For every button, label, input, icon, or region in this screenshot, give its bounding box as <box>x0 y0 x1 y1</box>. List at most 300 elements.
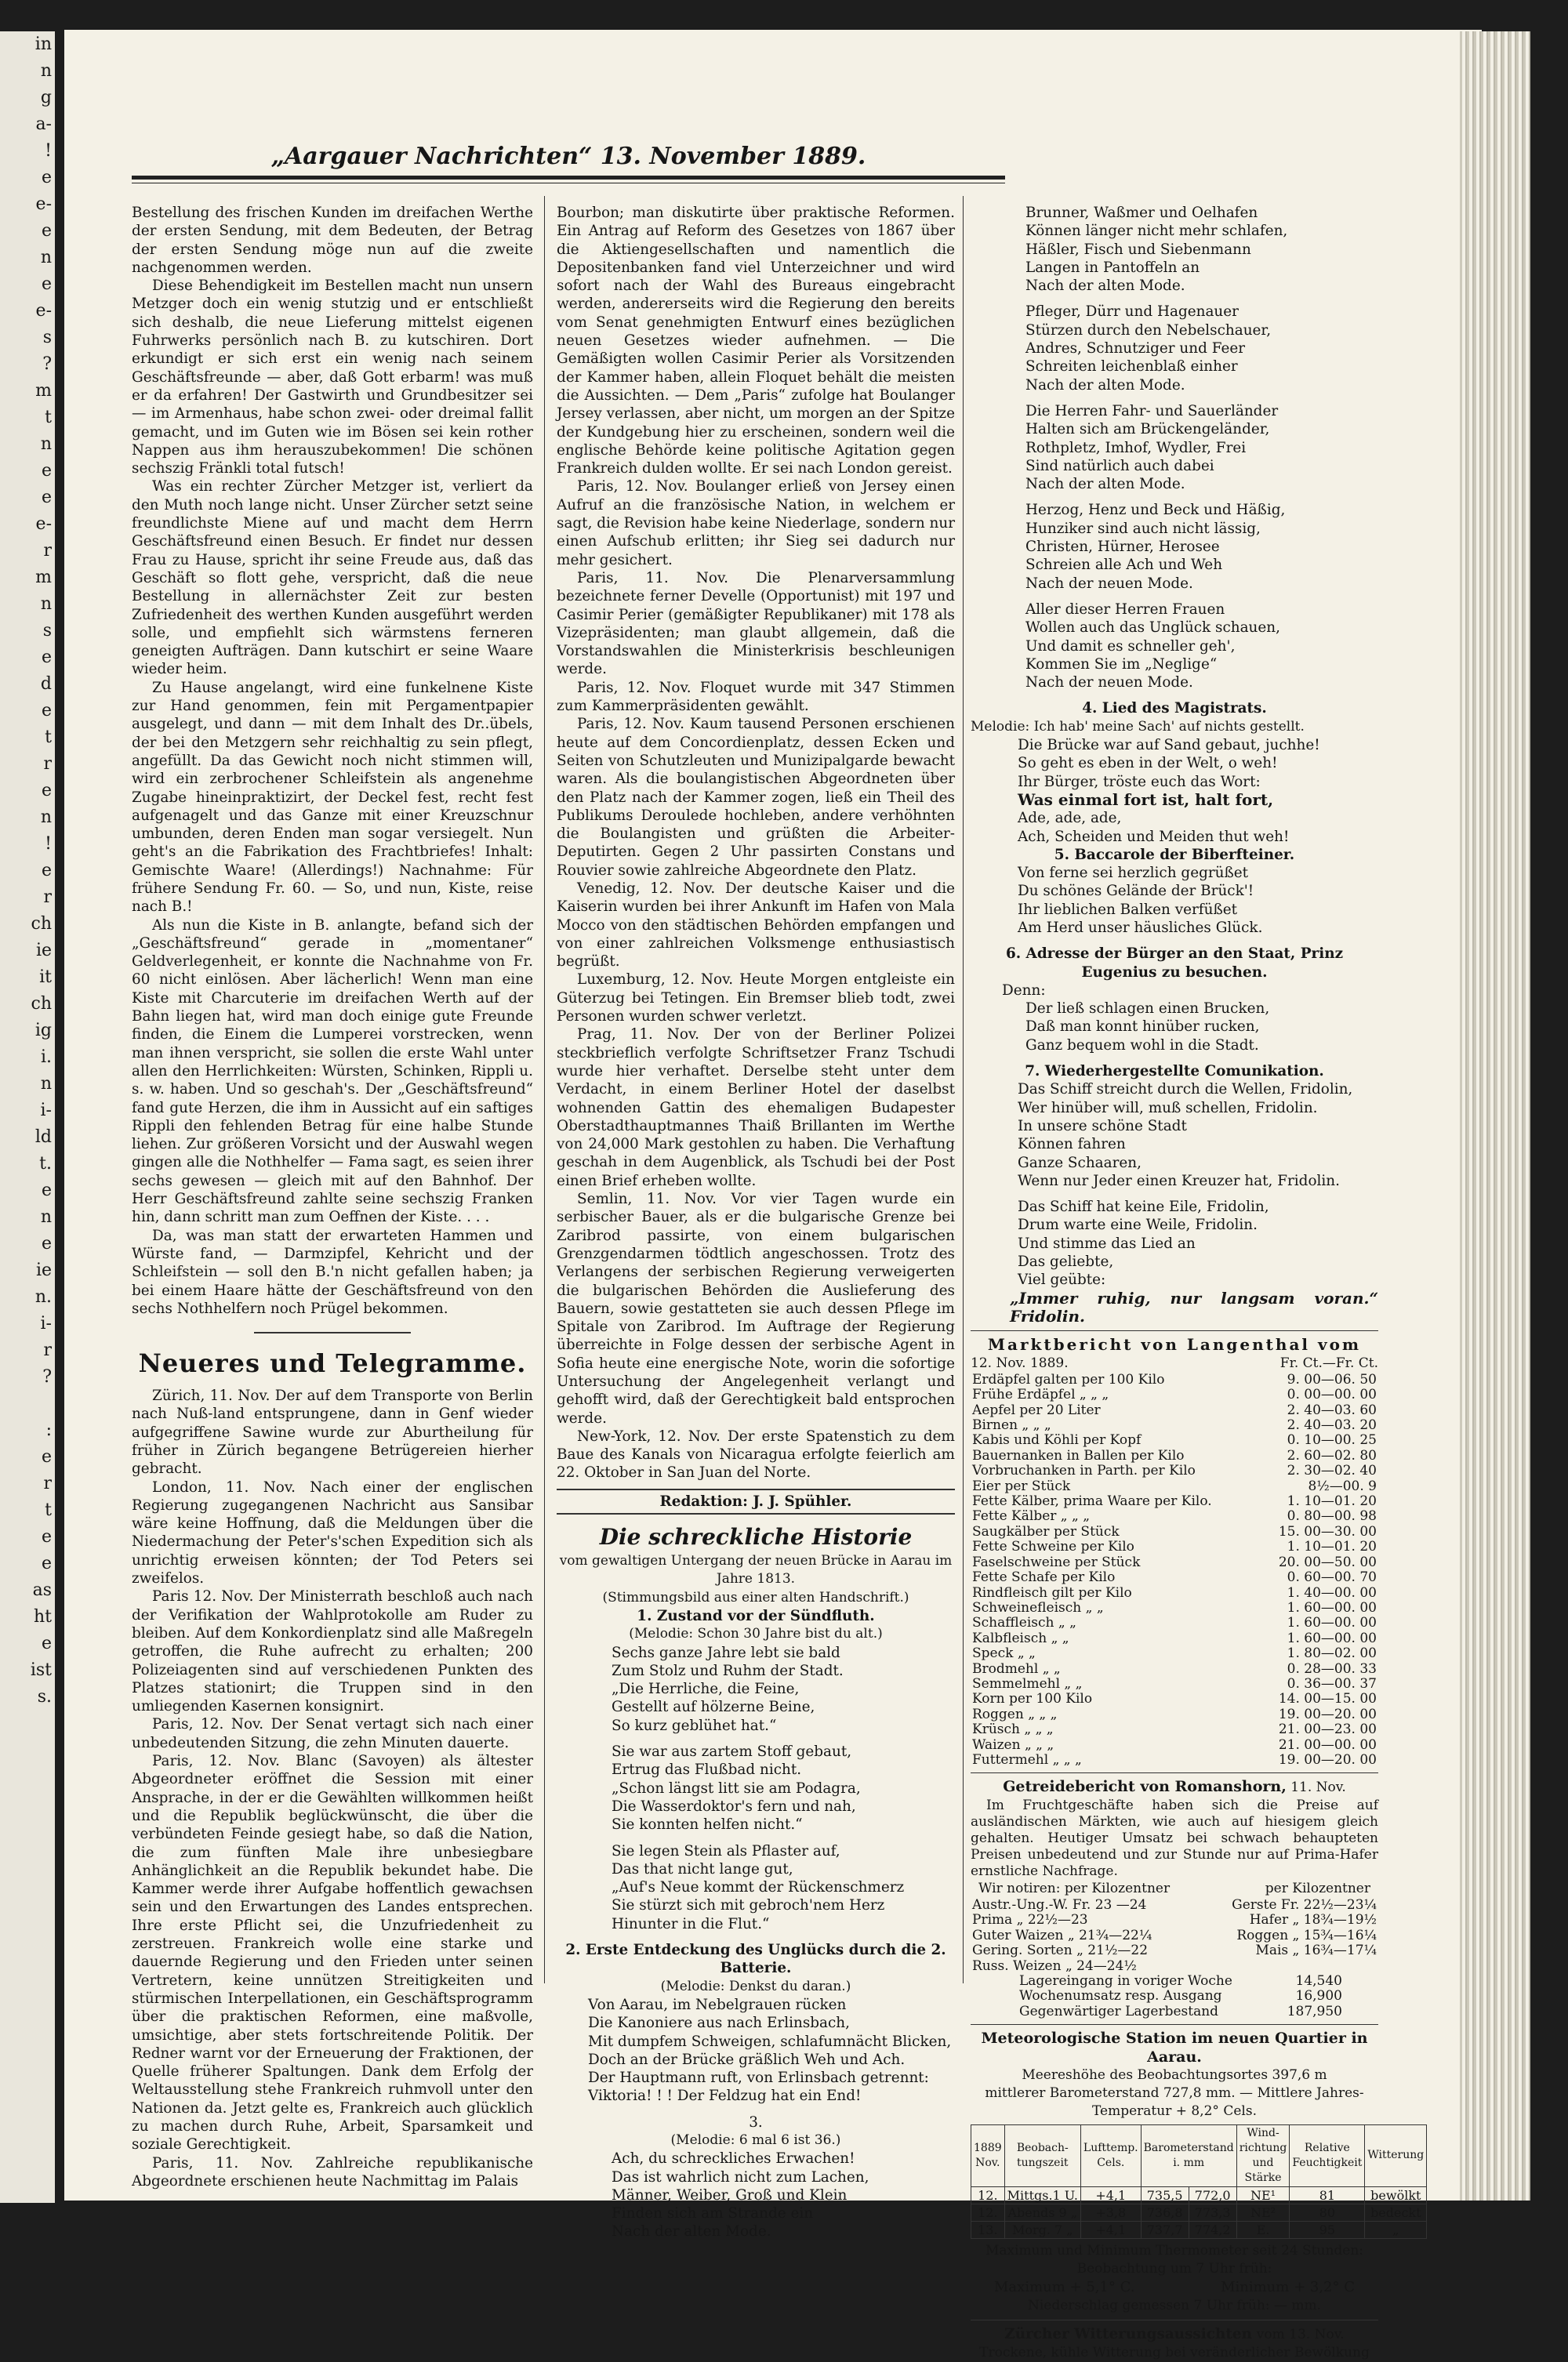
prev-page-fragment: e <box>41 461 52 481</box>
weather-cell: 81 <box>1290 2186 1365 2204</box>
table-cell: Mais „ 16¾—17¼ <box>1255 1943 1377 1959</box>
verse-line: Die Kanoniere aus nach Erlinsbach, <box>588 2015 850 2032</box>
prev-page-fragment: ? <box>42 354 52 374</box>
verse-line: Daß man konnt hinüber rucken, <box>1025 1018 1260 1036</box>
weather-row <box>971 2221 1427 2238</box>
verse-line: Kommen Sie im „Neglige“ <box>1025 655 1218 673</box>
poem-verses <box>557 1996 955 2106</box>
poem-subtitle: vom gewaltigen Untergang der neuen Brücke in Aarau im Jahre 1813. <box>559 1553 953 1587</box>
table-cell: 8½—00. 9 <box>1308 1478 1377 1494</box>
verse-line: Und stimme das Lied an <box>1018 1235 1196 1252</box>
verse-line: Sechs ganze Jahre lebt sie bald <box>612 1644 840 1661</box>
prev-page-fragment: ! <box>45 141 52 161</box>
prev-page-fragment: e- <box>35 194 52 214</box>
poem-bold-line: Was einmal fort ist, halt fort, <box>1018 789 1274 809</box>
poem-subtitle: (Stimmungsbild aus einer alten Handschrift.) <box>602 1589 909 1606</box>
table-cell: Eier per Stück <box>972 1478 1071 1494</box>
verse-line: Langen in Pantoffeln an <box>1025 259 1200 276</box>
weather-cell: 735,5 <box>1141 2186 1189 2204</box>
market-row <box>971 1540 1378 1555</box>
prev-page-fragment: n <box>40 1207 52 1227</box>
prev-page-fragment: e <box>41 1181 52 1200</box>
weather-cell: 772,0 <box>1189 2186 1236 2204</box>
market-row <box>971 1631 1378 1646</box>
prev-page-fragment: e <box>41 168 52 187</box>
verse-line: Nach der neuen Mode. <box>1025 674 1193 691</box>
article-paragraph: Da, was man statt der erwarteten Hammen und Würste fand, — Darmzipfel, Kehricht und der Schleifstein — soll den B.'n nicht gefallen haben; ja bei einem Haare hätte der Geschäftsfreund von den sechs Nothhelfern noch Prügel bekommen. <box>132 1227 533 1317</box>
verse-line: Das Schiff hat keine Eile, Fridolin, <box>1018 1199 1269 1216</box>
verse-line: So geht es eben in der Welt, o weh! <box>1018 755 1278 772</box>
weather-minmax <box>971 2278 1378 2296</box>
telegram-item: Paris, 12. Nov. Der Senat vertagt sich nach einer unbedeutenden Sitzung, die zehn Minuten dauerte. <box>132 1716 533 1751</box>
verse-line: Das geliebte, <box>1018 1254 1114 1271</box>
grain-stock-row <box>1018 2005 1344 2019</box>
article-paragraph: Paris, 12. Nov. Kaum tausend Personen erschienen heute auf dem Concordienplatz, dessen Ecken und Seiten von Schutzleuten und Munizipalgarde bewacht waren. Als die boulangistischen Abgeordneten über den Platz nach der Kammer zogen, ließ ein Theil des Publikums Deroulede hochleben, andere verhöhnten die Boulangisten und grüßten die Arbeiter-Deputirten. Gegen 2 Uhr passirten Constans und Rouvier sowie zahlreiche Abgeordnete den Platz. <box>557 716 955 879</box>
table-cell: 1. 60—00. 00 <box>1287 1615 1377 1631</box>
verse-line: Wollen auch das Unglück schauen, <box>1025 619 1280 637</box>
verse-line: Am Herd unser häusliches Glück. <box>1018 919 1263 936</box>
grain-header-right: per Kilozentner <box>1265 1880 1370 1896</box>
prev-page-fragment: ch <box>31 994 52 1014</box>
weather-station-line: Temperatur + 8,2° Cels. <box>1092 2103 1257 2120</box>
grain-row <box>971 1913 1378 1928</box>
article-paragraph: Semlin, 11. Nov. Vor vier Tagen wurde ein serbischer Bauer, als er die bulgarische Grenze bei Zaribrod passirte, von einem bulgarischen Grenzgendarmen tödtlich angeschossen. Trotz des Verlangens der serbischen Regierung verweigerten die bulgarischen Behörden die Auslieferung des Bauern, sowie gestatteten sie auch dessen Pflege im Spitale von Zaribrod. Im Auftrage der Regierung überreichte in Folge dessen der serbische Agent in Sofia heute eine energische Note, worin die sofortige Untersuchung der Angelegenheit verlangt und gehofft wird, daß der Gerechtigkeit bald entsprochen werde. <box>557 1191 955 1427</box>
table-cell: Brodmehl „ „ <box>972 1660 1061 1677</box>
verse-line: Andres, Schnutziger und Feer <box>1025 340 1246 357</box>
prev-page-fragment: n <box>40 807 52 827</box>
weather-header-cell: Wind-richtung und Stärke <box>1236 2124 1290 2186</box>
poem-verses <box>971 204 1378 691</box>
verse-line: Männer, Weiber, Groß und Klein <box>612 2186 848 2204</box>
verse-line: Pfleger, Dürr und Hagenauer <box>1025 303 1239 321</box>
verse-line: „Schon längst litt sie am Podagra, <box>612 1780 861 1797</box>
verse-line: Ach, Scheiden und Meiden thut weh! <box>1018 828 1290 845</box>
previous-page-edge <box>0 31 55 2203</box>
market-date-row <box>971 1355 1378 1373</box>
weather-cell: 774,2 <box>1189 2221 1236 2238</box>
editor-line: Redaktion: J. J. Spühler. <box>557 1489 955 1515</box>
market-title-text: Marktbericht von Langenthal vom <box>987 1335 1362 1355</box>
column-rule <box>544 196 545 1983</box>
table-cell: Bauernanken in Ballen per Kilo <box>972 1447 1185 1464</box>
grain-stock-row <box>1018 1989 1344 2004</box>
grain-row <box>971 1943 1378 1958</box>
article-paragraph: Was ein rechter Zürcher Metzger ist, verliert da den Muth noch lange nicht. Unser Zürcher setzt seine freundlichste Miene auf und macht dem Herrn Geschäftsfreund einen Besuch. Er findet nur dessen Frau zu Hause, spricht ihr seine Freude aus, daß das Geschäft so flott gehe, verspricht, daß die neue Bestellung in allernächster Zeit zur besten Zufriedenheit des werthen Kunden ausgeführt werden solle, und empfiehlt sich wärmstens ferneren geneigten Aufträgen. Dann kutschirt er seine Waare wieder heim. <box>132 478 533 678</box>
verse-line: Nach der alten Mode. <box>612 2223 771 2240</box>
prev-page-fragment: g <box>40 88 52 107</box>
poem-part-title: 7. Wiederhergestellte Comunikation. <box>1025 1063 1324 1080</box>
market-price-table <box>971 1373 1378 1769</box>
prev-page-fragment: i. <box>40 1047 52 1067</box>
poem-part-title: 3. <box>749 2113 763 2131</box>
prev-page-fragment: ! <box>45 834 52 854</box>
weather-cell: NE² <box>1236 2204 1290 2221</box>
weather-note: Maximum und Minimum Thermometer seit 24 Stunden: <box>985 2242 1364 2259</box>
market-row <box>971 1707 1378 1722</box>
verse-strophe <box>612 1743 955 1834</box>
verse-strophe <box>1025 204 1378 295</box>
market-row <box>971 1388 1378 1402</box>
prev-page-fragment: e- <box>35 514 52 534</box>
market-row <box>971 1403 1378 1418</box>
weather-observation-table <box>971 2124 1427 2239</box>
market-report-title <box>971 1336 1378 1354</box>
weather-header-cell: 1889 Nov. <box>971 2124 1005 2186</box>
prev-page-fragment: r <box>43 1474 52 1493</box>
prev-page-fragment: m <box>35 568 52 587</box>
weather-header-row <box>971 2124 1427 2186</box>
prev-page-fragment: n <box>40 61 52 81</box>
table-cell: Roggen „ „ „ <box>972 1706 1058 1722</box>
verse-line: Viktoria! ! ! Der Feldzug hat ein End! <box>588 2088 862 2105</box>
weather-cell: 12. <box>971 2186 1005 2204</box>
poem-part-title: 1. Zustand vor der Sündfluth. <box>637 1607 875 1624</box>
verse-line: Können länger nicht mehr schlafen, <box>1025 223 1288 240</box>
market-row <box>971 1646 1378 1661</box>
verse-line: Aller dieser Herren Frauen <box>1025 600 1225 618</box>
prev-page-fragment: t <box>45 1500 52 1520</box>
weather-header-cell: Witterung <box>1365 2124 1427 2186</box>
table-cell: 1. 10—01. 20 <box>1287 1539 1377 1555</box>
telegram-item: Zürich, 11. Nov. Der auf dem Transporte von Berlin nach Nuß-land entsprungene, dann in Genf wieder aufgegriffene Sawine wurde zur Aburtheilung für früher in Zürich begangene Betrügereien hierher gebracht. <box>132 1388 533 1478</box>
market-row <box>971 1449 1378 1464</box>
prev-page-fragment: m <box>35 381 52 401</box>
prev-page-fragment: in <box>34 34 52 54</box>
melody-note: (Melodie: Denkst du daran.) <box>660 1978 851 1994</box>
table-cell: 187,950 <box>1287 2003 1342 2019</box>
melody-note: Melodie: Ich hab' meine Sach' auf nichts gestellt. <box>971 718 1305 735</box>
table-cell: Wochenumsatz resp. Ausgang <box>1019 1988 1222 2005</box>
telegram-item: Paris, 11. Nov. Zahlreiche republikanische Abgeordnete erschienen heute Nachmittag im Palais <box>132 2154 533 2190</box>
weather-cell: +4,1 <box>1080 2186 1141 2204</box>
verse-strophe <box>612 1644 955 1735</box>
prev-page-fragment: n <box>40 1074 52 1094</box>
verse-line: In unsere schöne Stadt <box>1018 1117 1187 1134</box>
grain-row <box>971 1898 1378 1913</box>
verse-line: Ertrug das Flußbad nicht. <box>612 1762 802 1779</box>
table-cell: Faselschweine per Stück <box>972 1554 1141 1570</box>
forecast-title-row <box>971 2325 1378 2344</box>
market-row <box>971 1509 1378 1524</box>
market-row <box>971 1753 1378 1768</box>
forecast-text: Trockene, kühle Witterung bei veränderlicher Bewölkung <box>979 2345 1370 2361</box>
market-row <box>971 1494 1378 1509</box>
table-cell: 2. 40—03. 20 <box>1287 1417 1377 1434</box>
weather-cell: +4,1 <box>1080 2221 1141 2238</box>
market-row <box>971 1601 1378 1616</box>
prev-page-fragment: ig <box>34 1021 52 1040</box>
poem-verses <box>557 2150 955 2240</box>
table-cell: 21. 00—23. 00 <box>1278 1722 1377 1738</box>
grain-report-date: 11. Nov. <box>1290 1780 1346 1796</box>
verse-line: Wer hinüber will, muß schellen, Fridolin. <box>1018 1099 1318 1116</box>
telegram-item: London, 11. Nov. Nach einer der englischen Regierung zugegangenen Nachricht aus Sansibar wäre keine Hoffnung, daß die Meldungen über die Niedermachung der Peter's'schen Expedition sich als unrichtig erweisen könnten; der Tod Peters sei zweifelos. <box>132 1479 533 1587</box>
forecast-date: vom 13. Nov. <box>1256 2326 1345 2342</box>
verse-line: Doch an der Brücke gräßlich Weh und Ach. <box>588 2051 906 2068</box>
market-row <box>971 1479 1378 1494</box>
table-cell: 19. 00—20. 00 <box>1278 1751 1377 1768</box>
verse-strophe <box>1025 402 1378 493</box>
prev-page-fragment: t <box>45 408 52 427</box>
table-cell: 16,900 <box>1295 1988 1342 2005</box>
poem-part-title: 4. Lied des Magistrats. <box>1082 700 1267 717</box>
prev-page-fragment: e <box>41 488 52 507</box>
prev-page-fragment: r <box>43 541 52 561</box>
verse-line: Ganze Schaaren, <box>1018 1154 1142 1171</box>
prev-page-fragment: s. <box>37 1687 52 1707</box>
masthead: „Aargauer Nachrichten“ 13. November 1889. <box>270 143 866 170</box>
prev-page-fragment: ht <box>33 1607 52 1627</box>
verse-strophe <box>1025 600 1378 691</box>
weather-cell: NE¹ <box>1236 2186 1290 2204</box>
column-3 <box>971 204 1425 2362</box>
forecast-title: Zürcher Witterungsaussichten <box>1004 2325 1252 2342</box>
article-paragraph: Prag, 11. Nov. Der von der Berliner Polizei steckbrieflich verfolgte Schriftsetzer Franz Tschudi wurde hier verhaftet. Derselbe steht unter dem Verdacht, in einem Berliner Hotel der daselbst wohnenden Gattin des ehemaligen Budapester Oberstadthauptmannes Thaiß Brillanten im Werthe von 24,000 Mark gestohlen zu haben. Die Verhaftung geschah in dem Augenblick, als Tschudi bei der Post einen Brief erheben wollte. <box>557 1026 955 1189</box>
verse-line: Schreiten leichenblaß einher <box>1025 358 1238 376</box>
market-date: 12. Nov. 1889. <box>971 1355 1069 1371</box>
weather-cell: 737,7 <box>1141 2221 1189 2238</box>
verse-line: Wenn nur Jeder einen Kreuzer hat, Fridolin. <box>1018 1172 1340 1189</box>
prev-page-fragment: as <box>32 1580 52 1600</box>
table-cell: 1. 40—00. 00 <box>1287 1584 1377 1601</box>
prev-page-fragment: s <box>42 328 52 347</box>
verse-line: So kurz geblühet hat.“ <box>612 1717 777 1734</box>
prev-page-fragment: e <box>41 221 52 241</box>
prev-page-fragment: e <box>41 648 52 667</box>
prev-page-fragment: t. <box>39 1154 52 1174</box>
melody-note: (Melodie: Schon 30 Jahre bist du alt.) <box>629 1626 883 1642</box>
verse-line: Drum warte eine Weile, Fridolin. <box>1018 1217 1258 1234</box>
article-paragraph: Als nun die Kiste in B. anlangte, befand sich der „Geschäftsfreund“ gerade in „momentaner“ Geldverlegenheit, er konnte die Nachnahme von Fr. 60 nicht einlösen. Aber lächerlich! Wenn man eine Kiste mit Charcuterie im dreifachen Werth auf der Bahn liegen hat, wird man doch einige gute Freunde finden, die Einem die Lumperei vorstrecken, wenn man ihnen verspricht, sie sollen die erste Wahl unter allen den Herrlichkeiten: Würsten, Schinken, Rippli u. s. w. haben. Und so geschah's. Der „Geschäftsfreund“ fand gute Herzen, die ihm in Aussicht auf ein saftiges Rippli den fehlenden Betrag für eine halbe Stunde liehen. Zur größeren Vorsicht und der Auswahl wegen gingen alle die Nothhelfer — Fama sagt, es seien ihrer sechs gewesen — gleich mit auf den Bahnhof. Der Herr Geschäftsfreund zahlte seine sechszig Franken hin, dann schritt man zum Oeffnen der Kiste. . . . <box>132 916 533 1226</box>
table-cell: 2. 60—02. 80 <box>1287 1447 1377 1464</box>
prev-page-fragment <box>0 1737 55 1764</box>
weather-rain: Niederschlag gemessen 7 Uhr früh: — mm. <box>1028 2297 1321 2313</box>
table-cell: 14. 00—15. 00 <box>1278 1691 1377 1707</box>
table-cell: Schweinefleisch „ „ <box>972 1599 1104 1616</box>
verse-line: Christen, Hürner, Herosee <box>1025 539 1220 556</box>
verse-line: Der Hauptmann ruft, von Erlinsbach getrennt: <box>588 2070 929 2087</box>
grain-row <box>971 1959 1378 1974</box>
table-cell: 2. 40—03. 60 <box>1287 1402 1377 1418</box>
table-cell: Roggen „ 15¾—16¼ <box>1236 1927 1377 1943</box>
column-1 <box>132 204 533 2190</box>
article-paragraph: New-York, 12. Nov. Der erste Spatenstich zu dem Baue des Kanals von Nicaragua erfolgte feierlich am 22. Oktober in San Juan del Norte. <box>557 1428 955 1482</box>
table-cell: 21. 00—00. 00 <box>1278 1736 1377 1753</box>
prev-page-fragment: e <box>41 1634 52 1653</box>
article-paragraph: Zu Hause angelangt, wird eine funkelnene Kiste zur Hand genommen, fein mit Pergamentpapier ausgelegt, und dann — mit dem Inhalt des Dr..übels, der bei den Metzgern sehr reichhaltig zu sein pflegt, angefüllt. Da das Gewicht noch nicht stimmen will, wird ein zerbrochener Schleifstein als angenehme Zugabe hineinpraktizirt, der Deckel fest, recht fest aufgenagelt und das Ganze mit einer Kreuzschnur umbunden, deren Enden man sogar versiegelt. Nun geht's an die Fabrikation des Frachtbriefes! Inhalt: Gemischte Waare! (Allerdings!) Nachnahme: Für frühere Sendung Fr. 60. — So, und nun, Kiste, reise nach B.! <box>132 679 533 916</box>
table-cell: Gerste Fr. 22½—23¼ <box>1232 1896 1377 1913</box>
prev-page-fragment: e <box>41 781 52 800</box>
prev-page-fragment: s <box>42 621 52 640</box>
prev-page-fragment: e <box>41 701 52 720</box>
verse-line: Von Aarau, im Nebelgrauen rücken <box>588 1996 847 2013</box>
table-cell: 1. 60—00. 00 <box>1287 1630 1377 1646</box>
market-row <box>971 1464 1378 1479</box>
poem-final-line: „Immer ruhig, nur langsam voran.“ Fridolin. <box>1010 1288 1378 1326</box>
table-cell: Semmelmehl „ „ <box>972 1675 1083 1692</box>
verse-line: Sie stürzt sich mit gebroch'nem Herz <box>612 1897 885 1914</box>
table-cell: 0. 80—00. 98 <box>1287 1508 1377 1525</box>
verse-line: Nach der alten Mode. <box>1025 476 1185 493</box>
table-cell: Gering. Sorten „ 21½—22 <box>972 1943 1149 1959</box>
weather-cell: Mittgs.1 U. <box>1004 2186 1080 2204</box>
table-cell: 1. 80—02. 00 <box>1287 1645 1377 1662</box>
market-price-header: Fr. Ct.—Fr. Ct. <box>1279 1355 1378 1371</box>
weather-header-cell: Barometerstand i. mm <box>1141 2124 1236 2186</box>
table-cell: 1. 10—01. 20 <box>1287 1493 1377 1510</box>
table-cell: Vorbruchanken in Parth. per Kilo <box>972 1463 1196 1479</box>
verse-line: Nach der alten Mode. <box>1025 278 1185 295</box>
prev-page-fragment: r <box>43 754 52 774</box>
telegram-item: Paris, 12. Nov. Blanc (Savoyen) als ältester Abgeordneter eröffnet die Session mit einer Ansprache, in der er die Gewählten willkommen heißt und die Republik beglückwünscht, die über die verbündeten Feinde gesiegt habe, so daß die Nation, die zum fünften Male ihre unbesiegbare Anhänglichkeit an die Republik bekundet habe. Die Kammer werde ihrer Aufgabe hoffentlich gewachsen sein und den Erwartungen des Landes entsprechen. Ihre erste Pflicht sei, die Unzufriedenheit zu zerstreuen. Frankreich wolle eine starke und dauernde Regierung und den Frieden unter seinen Vertretern, keine unnützen Streitigkeiten und stürmischen Interpellationen, ein Geschäftsprogramm über die praktischen Reformen, eine maßvolle, umsichtige, aber stets fortschreitende Politik. Der Redner warnt vor der Erneuerung der Fraktionen, der Quelle früherer Spaltungen. Dank dem Erfolg der Weltausstellung stehe Frankreich ruhmvoll unter den Nationen da. Jetzt gelte es, Frankreich auch glücklich zu machen durch Ruhe, Arbeit, Sparsamkeit und soziale Gerechtigkeit. <box>132 1753 533 2153</box>
market-row <box>971 1373 1378 1388</box>
poem-verses <box>971 736 1378 791</box>
poem-verses <box>971 1198 1378 1289</box>
table-cell: Fette Schafe per Kilo <box>972 1569 1116 1586</box>
weather-note: Beobachtung um 7 Uhr früh: <box>1076 2261 1272 2277</box>
verse-line: Nach der alten Mode. <box>1025 376 1185 394</box>
grain-stock-row <box>1018 1974 1344 1989</box>
section-divider <box>254 1332 411 1333</box>
column-rule <box>963 196 964 1983</box>
weather-station-line: mittlerer Barometerstand 727,8 mm. — Mittlere Jahres- <box>985 2085 1364 2102</box>
table-cell: Fette Kälber „ „ „ <box>972 1508 1091 1525</box>
verse-line: Die Herren Fahr- und Sauerländer <box>1025 402 1279 419</box>
melody-note: (Melodie: 6 mal 6 ist 36.) <box>670 2132 841 2148</box>
verse-line: Ihr lieblichen Balken verfüßet <box>1018 901 1237 918</box>
article-paragraph: Venedig, 12. Nov. Der deutsche Kaiser und die Kaiserin wurden bei ihrer Ankunft im Hafen von Mala Mocco von den städtischen Behörden empfangen und von einer zahlreichen Volksmenge enthusiastisch begrüßt. <box>557 880 955 971</box>
weather-row <box>971 2204 1427 2221</box>
verse-strophe <box>1025 303 1378 394</box>
weather-station-line: Meereshöhe des Beobachtungsortes 397,6 m <box>1022 2066 1327 2083</box>
weather-cell: bewölkt <box>1365 2186 1427 2204</box>
prev-page-fragment: d <box>40 674 52 694</box>
table-cell: Fette Kälber, prima Waare per Kilo. <box>972 1493 1212 1510</box>
table-cell: Kabis und Köhli per Kopf <box>972 1432 1142 1449</box>
table-cell: Korn per 100 Kilo <box>972 1691 1093 1707</box>
poem-part-title: 2. Erste Entdeckung des Unglücks durch die 2. Batterie. <box>565 1942 946 1977</box>
table-cell: 1. 60—00. 00 <box>1287 1599 1377 1616</box>
table-cell: Schaffleisch „ „ <box>972 1615 1076 1631</box>
table-cell: 2. 30—02. 40 <box>1287 1463 1377 1479</box>
table-cell: Guter Waizen „ 21¾—22¼ <box>972 1927 1152 1943</box>
weather-station-title: Meteorologische Station im neuen Quartier in Aarau. <box>981 2030 1368 2066</box>
verse-line: Häßler, Fisch und Siebenmann <box>1025 241 1251 258</box>
verse-line: „Die Herrliche, die Feine, <box>612 1681 800 1698</box>
weather-cell: 95 <box>1290 2221 1365 2238</box>
verse-line: Können fahren <box>1018 1136 1126 1153</box>
table-cell: Austr.-Ung.-W. Fr. 23 —24 <box>972 1896 1147 1913</box>
table-cell: 0. 00—00. 00 <box>1287 1387 1377 1403</box>
grain-stock-table <box>1018 1974 1344 2019</box>
telegram-heading: Neueres und Telegramme. <box>138 1348 527 1379</box>
verse-strophe <box>612 1842 955 1933</box>
poem-intro: Denn: <box>1002 981 1046 999</box>
section-divider <box>971 1772 1378 1773</box>
weather-header-cell: Beobach-tungszeit <box>1004 2124 1080 2186</box>
table-cell: Futtermehl „ „ „ <box>972 1751 1082 1768</box>
prev-page-fragment <box>0 1791 55 1817</box>
verse-line: Und damit es schneller geh', <box>1025 637 1236 655</box>
weather-cell: E. <box>1236 2221 1290 2238</box>
weather-cell: Abends 9 „ <box>1004 2204 1080 2221</box>
market-row <box>971 1418 1378 1433</box>
verse-line: Das Schiff streicht durch die Wellen, Fridolin, <box>1018 1081 1353 1098</box>
verse-line: Sie war aus zartem Stoff gebaut, <box>612 1743 852 1761</box>
market-row <box>971 1662 1378 1677</box>
weather-cell: 80 <box>1290 2204 1365 2221</box>
prev-page-fragment: it <box>39 967 52 987</box>
verse-line: Schreien alle Ach und Weh <box>1025 557 1223 574</box>
article-paragraph: Paris, 12. Nov. Floquet wurde mit 347 Stimmen zum Kammerpräsidenten gewählt. <box>557 679 955 715</box>
table-cell: 0. 28—00. 33 <box>1287 1660 1377 1677</box>
prev-page-fragment: e <box>41 1234 52 1254</box>
prev-page-fragment: ? <box>42 1367 52 1387</box>
table-cell: Krüsch „ „ „ <box>972 1722 1054 1738</box>
weather-cell: „ <box>1365 2221 1427 2238</box>
market-row <box>971 1570 1378 1585</box>
market-row <box>971 1738 1378 1753</box>
table-cell: Frühe Erdäpfel „ „ „ <box>972 1387 1109 1403</box>
prev-page-fragment: ld <box>34 1127 52 1147</box>
verse-line: Ganz bequem wohl in die Stadt. <box>1025 1036 1259 1054</box>
table-cell: 9. 00—06. 50 <box>1287 1371 1377 1388</box>
verse-line: Zum Stolz und Ruhm der Stadt. <box>612 1662 844 1679</box>
verse-line: Viel geübte: <box>1018 1272 1106 1289</box>
prev-page-fragment: n <box>40 434 52 454</box>
prev-page-fragment: e <box>41 274 52 294</box>
table-cell: Hafer „ 18¾—19½ <box>1249 1912 1377 1928</box>
prev-page-fragment: ist <box>30 1660 52 1680</box>
header-rule <box>132 176 1005 180</box>
prev-page-fragment: i- <box>40 1314 52 1333</box>
article-paragraph: Bestellung des frischen Kunden im dreifachen Werthe der ersten Sendung, mit dem Bedeuten, der Betrag der ersten Sendung möge nun auf die zweite nachgenommen werden. <box>132 205 533 276</box>
table-cell: Erdäpfel galten per 100 Kilo <box>972 1371 1165 1388</box>
telegram-item: Paris 12. Nov. Der Ministerrath beschloß auch nach der Verifikation der Wahlprotokolle am Ruder zu bleiben. Auf dem Konkordienplatz sind alle Maßregeln getroffen, die Ruhe aufrecht zu erhalten; 200 Polizeiagenten sind auf verschiedenen Punkten des Platzes stationirt; die Truppen sind in den umliegenden Kasernen konsignirt. <box>132 1588 533 1715</box>
table-cell: Gegenwärtiger Lagerbestand <box>1019 2003 1219 2019</box>
table-cell: Speck „ „ <box>972 1645 1036 1662</box>
verse-line: Ach, du schreckliches Erwachen! <box>612 2150 855 2168</box>
verse-line: Hunziker sind auch nicht lässig, <box>1025 520 1261 537</box>
table-cell: Aepfel per 20 Liter <box>972 1402 1101 1418</box>
verse-line: Rothpletz, Imhof, Wydler, Frei <box>1025 439 1247 456</box>
grain-report-title: Getreidebericht von Romanshorn, <box>1003 1778 1287 1796</box>
verse-line: Der ließ schlagen einen Brucken, <box>1025 1000 1270 1018</box>
poem-title: Die schreckliche Historie <box>599 1524 913 1551</box>
article-paragraph: Diese Behendigkeit im Bestellen macht nun unsern Metzger doch ein wenig stutzig und er entschließt sich deshalb, die neue Lieferung mittelst eigenen Fuhrwerks persönlich nach B. zu kutschiren. Dort erkundigt er sich erst ein wenig nach seinem Geschäftsfreunde — aber, daß Gott erbarm! was muß er da erfahren! Der Gastwirth und Grundbesitzer sei — im Armenhaus, habe schon zwei- oder dreimal fallit gemacht, und im Guten wie im Bösen sei kein rother Nappen aus ihm herauszubekommen! Die schönen sechszig Fränkli total futsch! <box>132 278 533 477</box>
weather-min: Minimum + 3,2° C <box>1221 2279 1355 2296</box>
prev-page-fragment: n <box>40 594 52 614</box>
table-cell: 20. 00—50. 00 <box>1278 1554 1377 1570</box>
verse-line: Du schönes Gelände der Brück'! <box>1018 883 1254 900</box>
verse-line: Brunner, Waßmer und Oelhafen <box>1025 205 1258 221</box>
grain-row <box>971 1928 1378 1943</box>
article-paragraph: Luxemburg, 12. Nov. Heute Morgen entgleiste ein Güterzug bei Tetingen. Ein Bremser blieb todt, zwei Personen wurden schwer verletzt. <box>557 971 955 1025</box>
grain-header-left: Wir notiren: per Kilozentner <box>978 1880 1171 1896</box>
prev-page-fragment: a- <box>35 114 52 134</box>
table-cell: 0. 36—00. 37 <box>1287 1675 1377 1692</box>
article-paragraph: Paris, 11. Nov. Die Plenarversammlung bezeichnete ferner Develle (Opportunist) mit 197 und Casimir Perier (gemäßigter Republikaner) mit 178 als Vizepräsidenten; man glaubt allgemein, daß die Vorstandswahlen die Ministerkrisis beschleunigen werde. <box>557 569 955 678</box>
market-row <box>971 1722 1378 1737</box>
table-cell: 19. 00—20. 00 <box>1278 1706 1377 1722</box>
verse-line: Ade, ade, ade, <box>1018 810 1122 827</box>
prev-page-fragment <box>0 1391 55 1417</box>
poem-part-title: 5. Baccarole der Biberfteiner. <box>1054 846 1295 863</box>
verse-line: Halten sich am Brückengeländer, <box>1025 421 1270 438</box>
prev-page-fragment: ch <box>31 914 52 934</box>
table-cell: Saugkälber per Stück <box>972 1523 1120 1540</box>
verse-line: Stürzen durch den Nebelschauer, <box>1025 321 1272 339</box>
